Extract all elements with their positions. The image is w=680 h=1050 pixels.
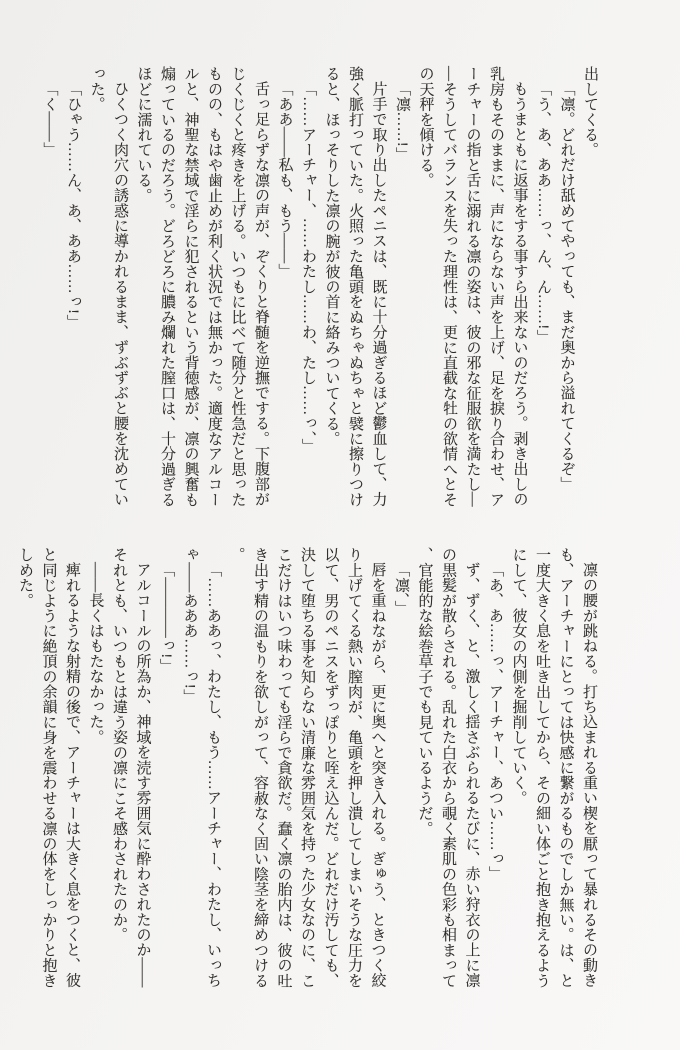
paragraph: ひくつく肉穴の誘惑に導かれるまま、ずぶずぶと腰を沈めていった。 — [88, 66, 128, 507]
paragraph: 舌っ足らずな凛の声が、ぞくりと脊髄を逆撫でする。下腹部がじくじくと疼きを上げる。いつもに比べて随分と性急だと思ったものの、もはや歯止めが利く状況では無かった。適度なアルコールと、神聖な禁域で淫らに犯されるという背徳感が、凛の興奮も煽っているのだろう。どろどろに膿み爛れた膣口は、十分過ぎるほどに濡れている。 — [135, 66, 269, 507]
paragraph: ず、ずく、と、激しく揺さぶられるたびに、赤い狩衣の上に凛の黒髪が散らされる。乱れた白衣から覗く素肌の色彩も相まって、官能的な絵巻草子でも見ているようだ。 — [416, 547, 480, 988]
paragraph: ——長くはもたなかった。 — [87, 562, 104, 745]
paragraph: 「……アーチャー、……わたし……わ、たし……っ、」 — [300, 81, 316, 454]
text-block-bottom — [13, 547, 601, 989]
paragraph: 痺れるような射精の後で、アーチャーは大きく息をつくと、彼と同じように絶頂の余韻に身を震わせる凛の体をしっかりと抱きしめた。 — [17, 547, 80, 988]
paragraph: 出してくる。 — [582, 66, 598, 158]
paragraph: 「ああ——私も、もう——」 — [276, 81, 293, 279]
paragraph: 「く——」 — [41, 81, 58, 158]
text-block-top — [37, 66, 601, 508]
paragraph: もうまともに返事をする事すら出来ないのだろう。剥き出しの乳房もそのままに、声にならない声を上げ、足を捩り合わせ、アーチャーの指と舌に溺れる凛の姿は、彼の邪な征服欲を満たし——そうしてバランスを失った理性は、更に直截な牡の欲情へとその天秤を傾ける。 — [417, 66, 528, 507]
paragraph: 「凛……!」 — [394, 81, 410, 163]
paragraph: 凛の腰が跳ねる。打ち込まれる重い楔を厭って暴れるその動きも、アーチャーにとっては快感に繋がるものでしか無い。は、と一度大きく息を吐き出してから、その細い体ごと抱き抱えるようにして、彼女の内側を掘削していく。 — [510, 547, 597, 988]
paragraph: 「凛、」 — [393, 562, 409, 616]
paragraph: アルコールの所為か、神域を涜す雰囲気に酔わされたのか——それとも、いつもとは違う姿の凛にこそ感わされたのか。 — [111, 547, 151, 988]
paragraph: 片手で取り出したペニスは、既に十分過ぎるほど鬱血して、力強く脈打っていた。火照った亀頭をぬちゃぬちゃと襞に擦りつけると、ほっそりした凛の腕が彼の首に絡みついてくる。 — [323, 66, 387, 507]
paragraph: 「あ、あ……っ、アーチャー、あつい……っ」 — [487, 562, 503, 882]
paragraph: 唇を重ねながら、更に奥へと突き入れる。ぎゅう、ときつく絞り上げてくる熱い膣肉が、亀頭を押し潰してしまいそうな圧力を以て、男のペニスをずっぽりと咥え込んだ。どれだけ汚しても、決して堕ちる事を知らない清廉な雰囲気を持った少女なのに、ここだけはいつ味わっても淫らで貪欲だ。蠢く凛の胎内は、彼の吐き出す精の温もりを欲しがって、容赦なく固い陰茎を締めつける。 — [228, 547, 386, 988]
paragraph: 「————っ!」 — [158, 562, 174, 674]
paragraph: 「う、あ、ああ……っ、ん、ん……!」 — [535, 81, 551, 345]
paragraph: 「凛。どれだけ舐めてやっても、まだ奥から溢れてくるぞ」 — [558, 81, 575, 492]
paragraph: 「……ああっ、わたし、もう……アーチャー、わたし、いっちゃ——あああ……っ!」 — [181, 547, 221, 988]
paragraph: 「ひゃう……ん、あ、ああ……っ!」 — [65, 81, 81, 330]
